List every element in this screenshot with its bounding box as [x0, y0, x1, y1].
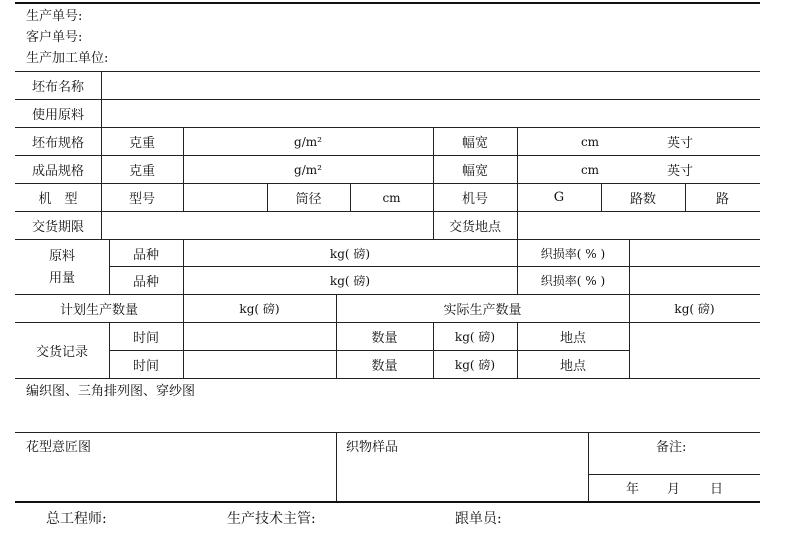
- machine-no-label: 机号: [461, 192, 488, 207]
- chief-engineer-label: 总工程师:: [46, 511, 107, 527]
- record-time-label: 时间: [132, 359, 159, 374]
- top-border: [15, 2, 760, 4]
- raw-usage-label-1: 原料: [48, 248, 75, 264]
- fabric-sample-label: 织物样品: [346, 440, 399, 455]
- record-time-label: 时间: [132, 331, 159, 346]
- bottom-border: [15, 501, 760, 503]
- rule: [15, 432, 760, 433]
- rule: [15, 211, 760, 212]
- variety-label: 品种: [132, 247, 159, 263]
- greige-weight-label: 克重: [128, 136, 155, 151]
- diameter-cm-unit: cm: [382, 190, 401, 205]
- diameter-label: 筒径: [295, 192, 322, 207]
- planned-kg-unit: kg( 磅): [239, 302, 280, 316]
- record-qty-label: 数量: [371, 359, 398, 374]
- production-no-label: 生产单号:: [26, 9, 83, 24]
- finished-inch-unit: 英寸: [666, 164, 693, 179]
- record-place-label: 地点: [559, 359, 586, 374]
- year-label: 年: [626, 482, 640, 497]
- finished-weight-unit: g/m²: [294, 162, 322, 177]
- loss-rate-label: 织损率( % ): [540, 246, 606, 261]
- greige-inch-unit: 英寸: [666, 136, 693, 151]
- processing-unit-label: 生产加工单位:: [26, 51, 109, 66]
- record-place-label: 地点: [559, 331, 586, 346]
- day-label: 日: [710, 482, 724, 497]
- col-rule: [101, 71, 102, 239]
- record-kg-unit: kg( 磅): [454, 358, 496, 372]
- col-rule: [183, 322, 184, 378]
- finished-width-label: 幅宽: [461, 164, 488, 179]
- col-rule: [336, 432, 337, 501]
- col-rule: [517, 127, 518, 239]
- finished-weight-label: 克重: [128, 164, 155, 179]
- rule: [15, 378, 760, 379]
- diagrams-label: 编织图、三角排列图、穿纱图: [26, 384, 196, 399]
- greige-name-label: 坯布名称: [31, 80, 84, 95]
- feeder-unit: 路: [715, 192, 729, 207]
- record-qty-label: 数量: [371, 331, 398, 346]
- variety-label: 品种: [132, 275, 159, 290]
- pattern-design-label: 花型意匠图: [26, 440, 92, 455]
- raw-usage-label-2: 用量: [48, 270, 75, 286]
- gauge-unit: G: [553, 190, 565, 205]
- actual-kg-unit: kg( 磅): [674, 302, 715, 316]
- production-order-form: [15, 0, 760, 542]
- finished-spec-label: 成品规格: [31, 164, 84, 179]
- record-kg-unit: kg( 磅): [454, 330, 496, 344]
- planned-qty-label: 计划生产数量: [59, 303, 138, 318]
- delivery-record-label: 交货记录: [35, 345, 88, 360]
- remarks-label: 备注:: [656, 440, 687, 455]
- model-label: 型号: [128, 192, 155, 207]
- tech-manager-label: 生产技术主管:: [227, 511, 316, 527]
- variety-kg-unit: kg( 磅): [329, 246, 371, 261]
- finished-cm-unit: cm: [580, 162, 600, 177]
- actual-qty-label: 实际生产数量: [443, 303, 522, 318]
- loss-rate-label: 织损率( % ): [540, 274, 606, 288]
- machine-type-label: 机 型: [38, 192, 78, 207]
- feeders-label: 路数: [629, 192, 656, 207]
- customer-no-label: 客户单号:: [26, 30, 83, 45]
- raw-material-label: 使用原料: [31, 108, 84, 123]
- month-label: 月: [667, 482, 681, 497]
- rule: [15, 71, 760, 72]
- rule: [15, 99, 760, 100]
- greige-cm-unit: cm: [580, 134, 600, 149]
- greige-spec-label: 坯布规格: [31, 136, 84, 151]
- rule: [588, 474, 760, 475]
- greige-weight-unit: g/m²: [294, 134, 322, 149]
- delivery-place-label: 交货地点: [448, 220, 501, 235]
- col-rule: [588, 432, 589, 501]
- variety-kg-unit: kg( 磅): [329, 274, 371, 288]
- delivery-period-label: 交货期限: [31, 220, 84, 235]
- follower-label: 跟单员:: [455, 511, 502, 527]
- greige-width-label: 幅宽: [461, 136, 488, 151]
